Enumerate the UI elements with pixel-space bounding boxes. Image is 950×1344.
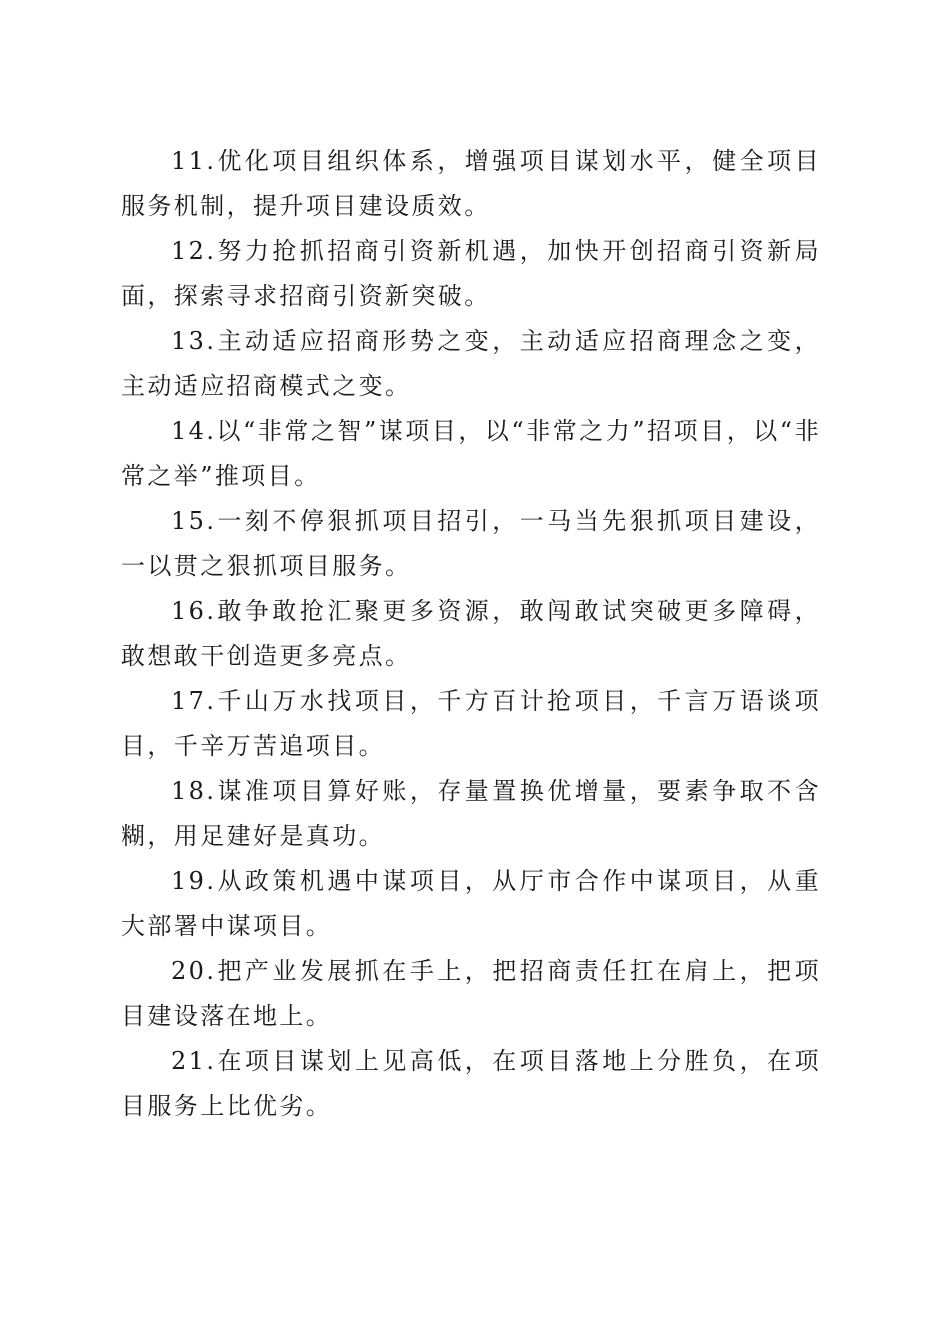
paragraph-21: 21.在项目谋划上见高低，在项目落地上分胜负，在项目服务上比优劣。 — [121, 1047, 821, 1120]
paragraph-17: 17.千山万水找项目，千方百计抢项目，千言万语谈项目，千辛万苦追项目。 — [121, 687, 821, 760]
paragraph-12: 12.努力抢抓招商引资新机遇，加快开创招商引资新局面，探索寻求招商引资新突破。 — [121, 237, 821, 310]
paragraph-20: 20.把产业发展抓在手上，把招商责任扛在肩上，把项目建设落在地上。 — [121, 957, 821, 1030]
paragraph-14: 14.以“非常之智”谋项目，以“非常之力”招项目，以“非常之举”推项目。 — [121, 417, 821, 490]
paragraph-16: 16.敢争敢抢汇聚更多资源，敢闯敢试突破更多障碍，敢想敢干创造更多亮点。 — [121, 597, 821, 670]
paragraph-11: 11.优化项目组织体系，增强项目谋划水平，健全项目服务机制，提升项目建设质效。 — [121, 147, 821, 220]
paragraph-13: 13.主动适应招商形势之变，主动适应招商理念之变，主动适应招商模式之变。 — [121, 327, 821, 400]
document-body — [121, 139, 821, 1129]
paragraph-15: 15.一刻不停狠抓项目招引，一马当先狠抓项目建设，一以贯之狠抓项目服务。 — [121, 507, 821, 580]
paragraph-18: 18.谋准项目算好账，存量置换优增量，要素争取不含糊，用足建好是真功。 — [121, 777, 821, 850]
paragraph-19: 19.从政策机遇中谋项目，从厅市合作中谋项目，从重大部署中谋项目。 — [121, 867, 821, 940]
